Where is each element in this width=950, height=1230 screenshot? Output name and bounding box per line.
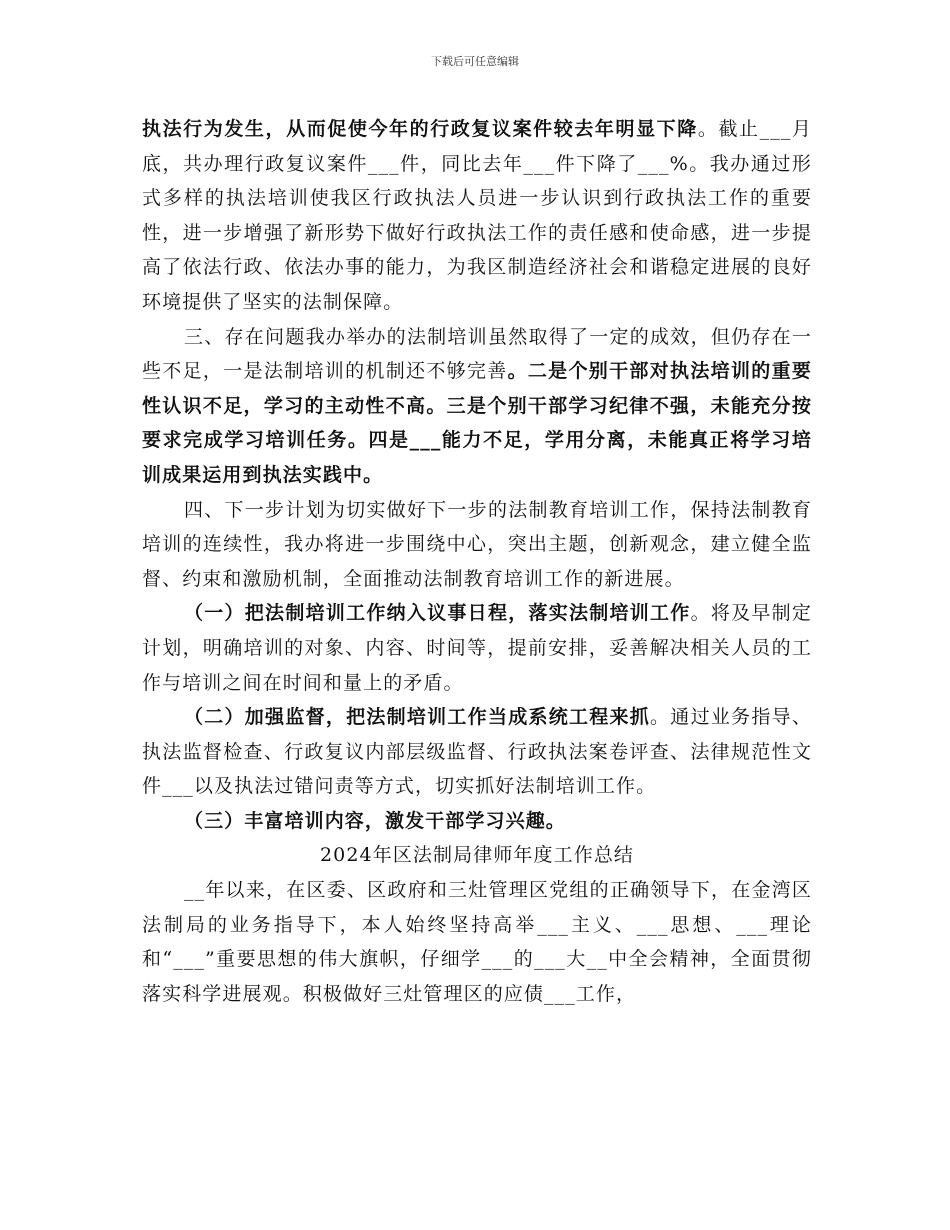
header-note: 下载后可任意编辑: [431, 55, 519, 68]
paragraph-bold-text: 执法行为发生，从而促使今年的行政复议案件较去年明显下降: [142, 118, 698, 140]
paragraph-case-decline: [142, 112, 812, 320]
document-body: [142, 112, 812, 1011]
paragraph-text: 。将及早制定计划，明确培训的对象、内容、时间等，提前安排，妥善解决相关人员的工作与培训之间在时间和量上的矛盾。: [142, 602, 812, 694]
paragraph-bold-text: （一）把法制培训工作纳入议事日程，落实法制培训工作: [184, 602, 691, 625]
paragraph-next-plan: 四、下一步计划为切实做好下一步的法制教育培训工作，保持法制教育培训的连续性，我办将进一步围绕中心，突出主题，创新观念，建立健全监督、约束和激励机制，全面推动法制教育培训工作的新进展。: [142, 498, 812, 590]
paragraph-text: 。截止___月底，共办理行政复议案件___件，同比去年___件下降了___%。我办通过形式多样的执法培训使我区行政执法人员进一步认识到行政执法工作的重要性，进一步增强了新形势下做好行政执法工作的责任感和使命感，进一步提高了依法行政、依法办事的能力，为我区制造经济社会和谐稳定进展的良好环境提供了坚实的法制保障。: [142, 118, 813, 313]
paragraph-text: 三、存在问题我办举办的法制培训虽然取得了一定的成效，但仍存在一些不足，一是法制培训的机制还不够完善: [142, 325, 812, 383]
paragraph-item-one: [142, 596, 812, 700]
paragraph-item-two: [142, 700, 812, 804]
section-title: 2024年区法制局律师年度工作总结: [319, 844, 635, 867]
paragraph-bold-text: （三）丰富培训内容，激发干部学习兴趣。: [184, 809, 566, 832]
paragraph-lawyer-summary: __年以来，在区委、区政府和三灶管理区党组的正确领导下，在金湾区法制局的业务指导下，本人始终坚持高举___主义、___思想、___理论和“___”重要思想的伟大旗帜，仔细学___的___大__中全会精神，全面贯彻落实科学进展观。积极做好三灶管理区的应债___工作，: [142, 879, 812, 1005]
paragraph-problems: [142, 320, 812, 493]
paragraph-item-three: [142, 804, 812, 839]
paragraph-bold-text: （二）加强监督，把法制培训工作当成系统工程来抓: [184, 706, 651, 729]
paragraph-text: 。通过业务指导、执法监督检查、行政复议内部层级监督、行政执法案卷评查、法律规范性文件___以及执法过错问责等方式，切实抓好法制培训工作。: [142, 706, 812, 798]
paragraph-bold-text: 。二是个别干部对执法培训的重要性认识不足，学习的主动性不高。三是个别干部学习纪律不强，未能充分按要求完成学习培训任务。四是___能力不足，学用分离，未能真正将学习培训成果运用到执法实践中。: [142, 360, 812, 486]
